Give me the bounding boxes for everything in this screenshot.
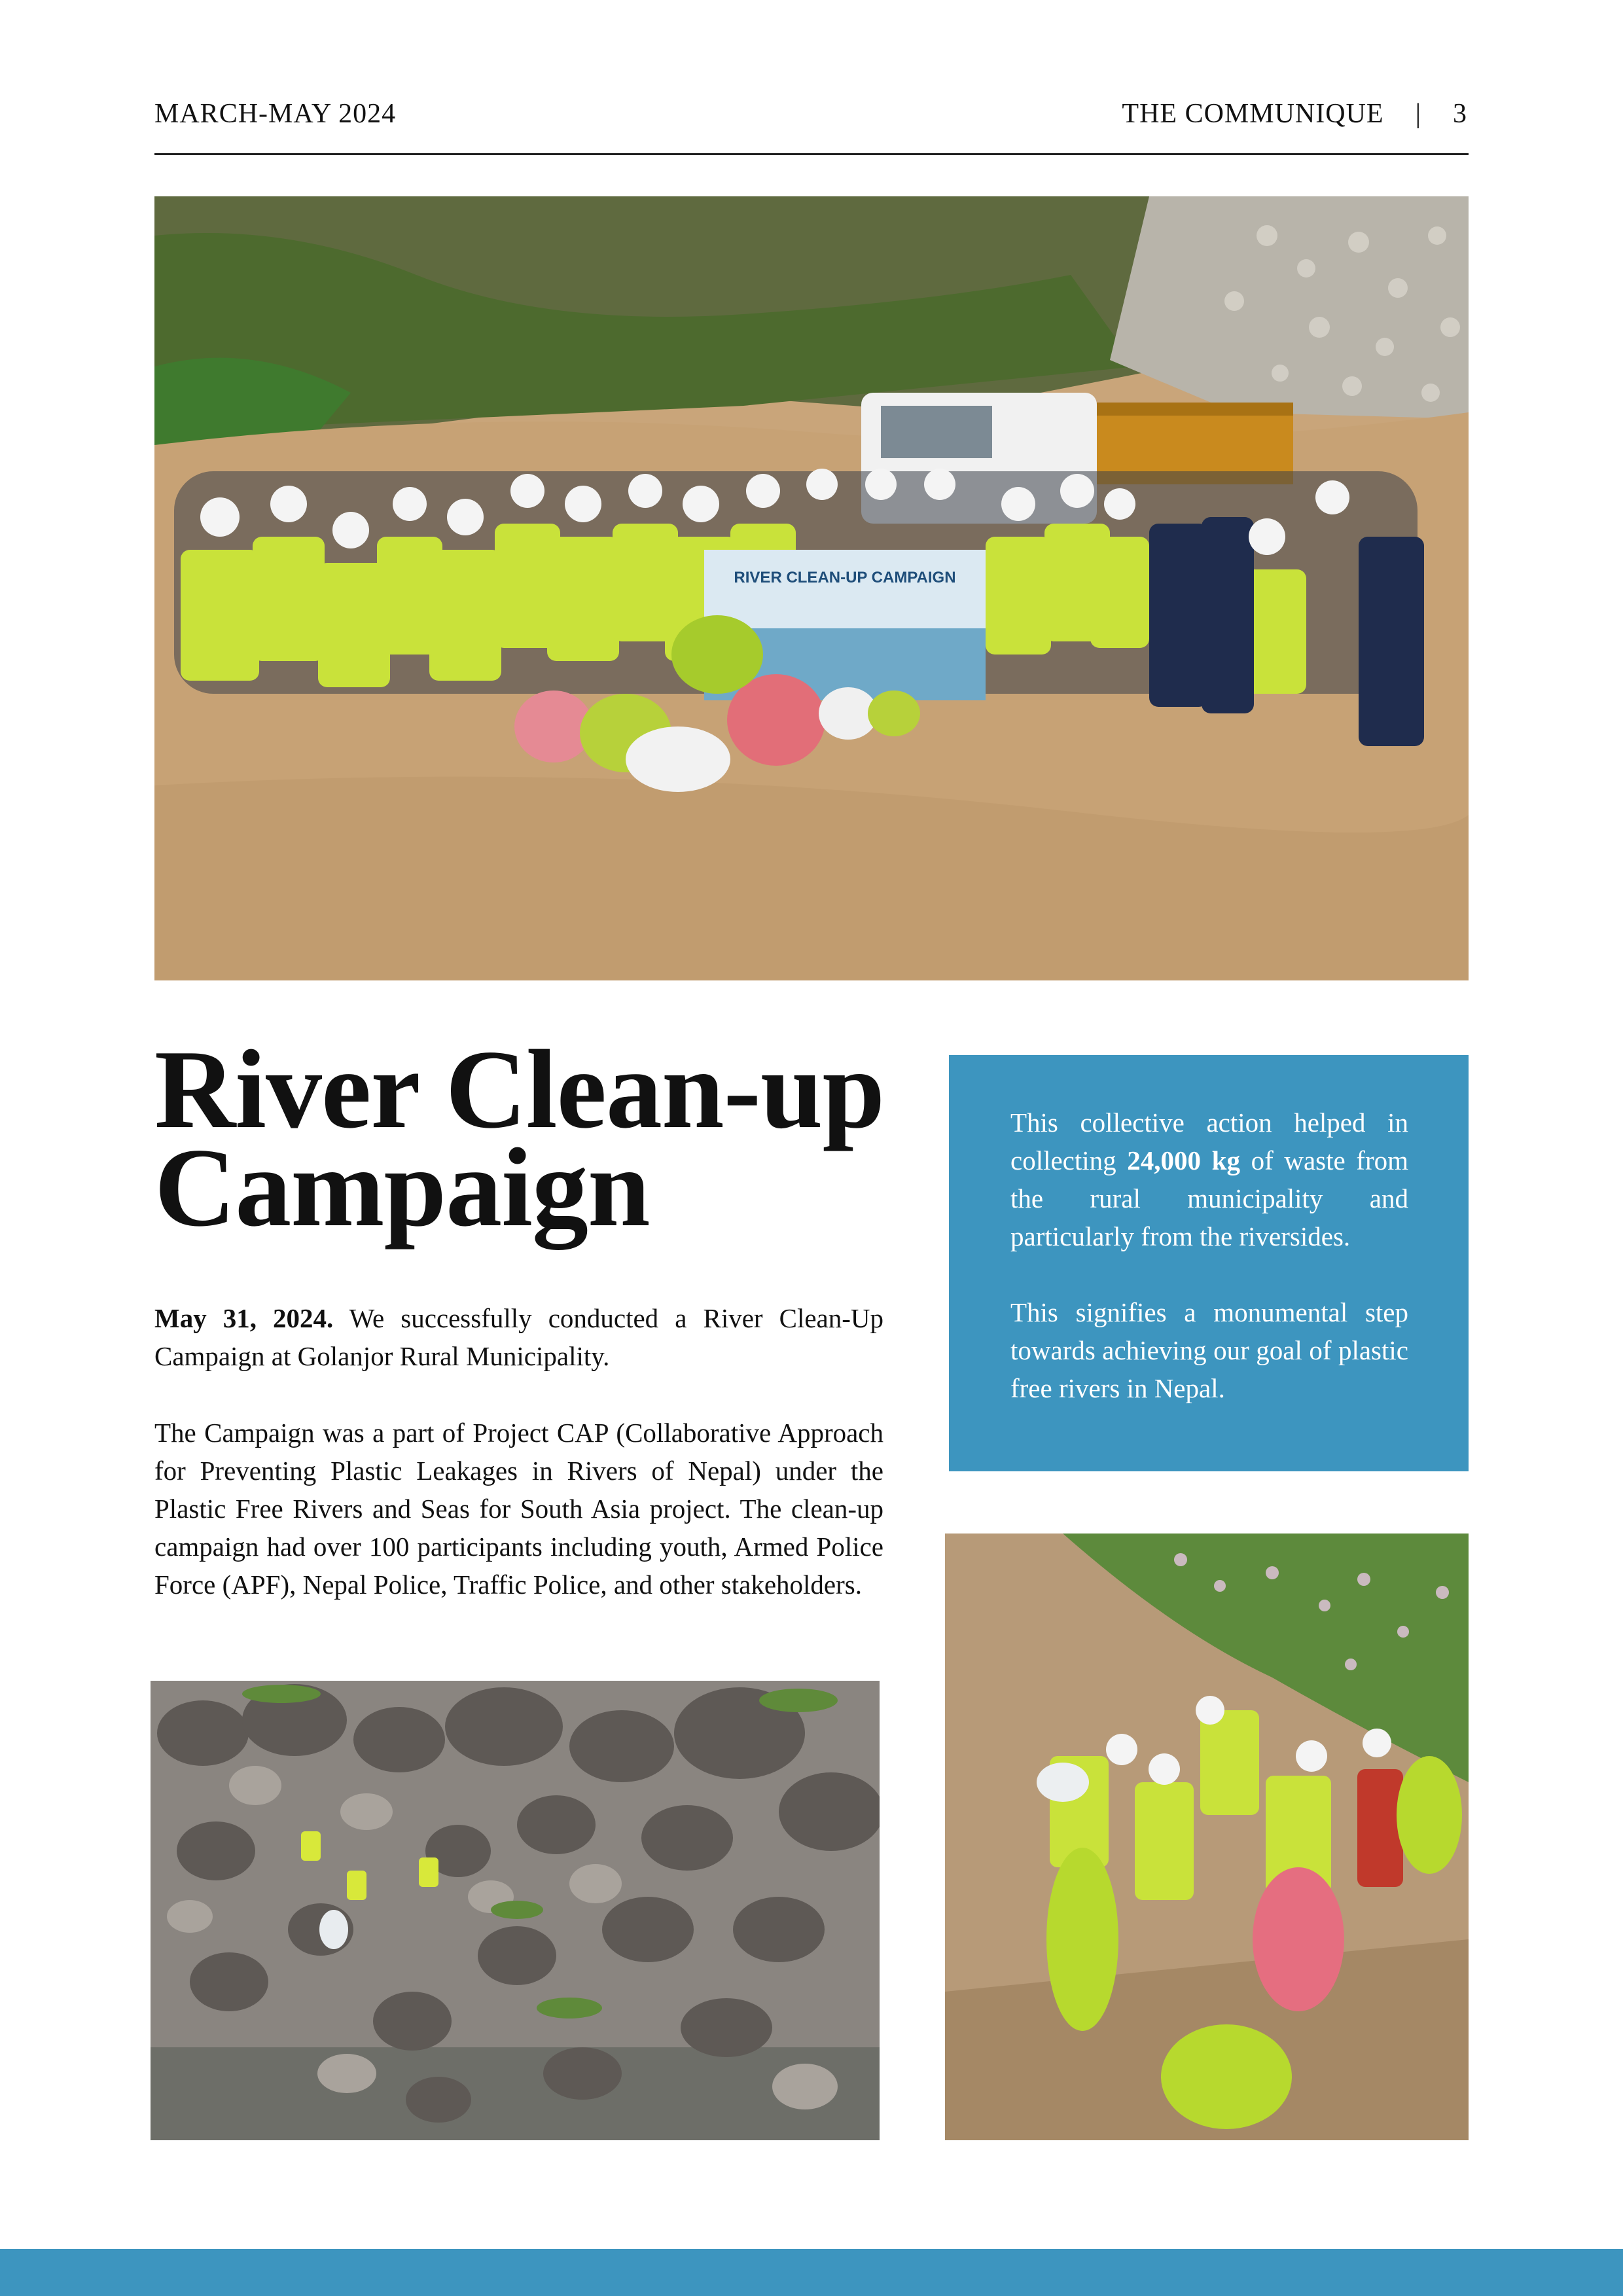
highlight-callout (949, 1055, 1469, 1471)
callout-paragraph-2: This signifies a monumental step towards achieving our goal of plastic free rivers in Nepal. (1010, 1297, 1408, 1403)
riverbed-photo (151, 1681, 880, 2140)
footer-bar (0, 2249, 1623, 2296)
intro-text: We successfully conducted a River Clean-Up Campaign at Golanjor Rural Municipality. (154, 1303, 883, 1371)
callout-text (1010, 1103, 1408, 1445)
title-line-2: Campaign (154, 1126, 650, 1250)
intro-paragraph (154, 1299, 883, 1375)
project-paragraph: The Campaign was a part of Project CAP (Collaborative Approach for Preventing Plastic Leakages in Rivers of Nepal) under the Plastic Free Rivers and Seas for South Asia project. The clean-up campaign had over 100 participants including youth, Armed Police Force (APF), Nepal Police, Traffic Police, and other stakeholders. (154, 1418, 883, 1600)
dateline: May 31, 2024. (154, 1303, 334, 1333)
callout-paragraph-1 (1010, 1103, 1408, 1255)
slope-cleanup-photo (945, 1534, 1469, 2140)
waste-amount: 24,000 kg (1127, 1145, 1240, 1175)
issue-date: MARCH-MAY 2024 (154, 99, 397, 129)
banner-text: RIVER CLEAN-UP CAMPAIGN (734, 569, 956, 586)
header-rule (154, 153, 1469, 155)
callout-text-part: This collective action helped in collecting (1010, 1107, 1408, 1175)
title-line-1: River Clean-up (154, 1028, 885, 1152)
page-number: 3 (1453, 99, 1467, 129)
group-photo (154, 196, 1469, 980)
article-title (154, 1028, 940, 1250)
publication-name: THE COMMUNIQUE (1122, 99, 1384, 129)
header-separator: | (1415, 99, 1421, 129)
running-header (1122, 98, 1467, 130)
callout-text-part: of waste from the rural municipality and particularly from the riversides. (1010, 1145, 1408, 1251)
